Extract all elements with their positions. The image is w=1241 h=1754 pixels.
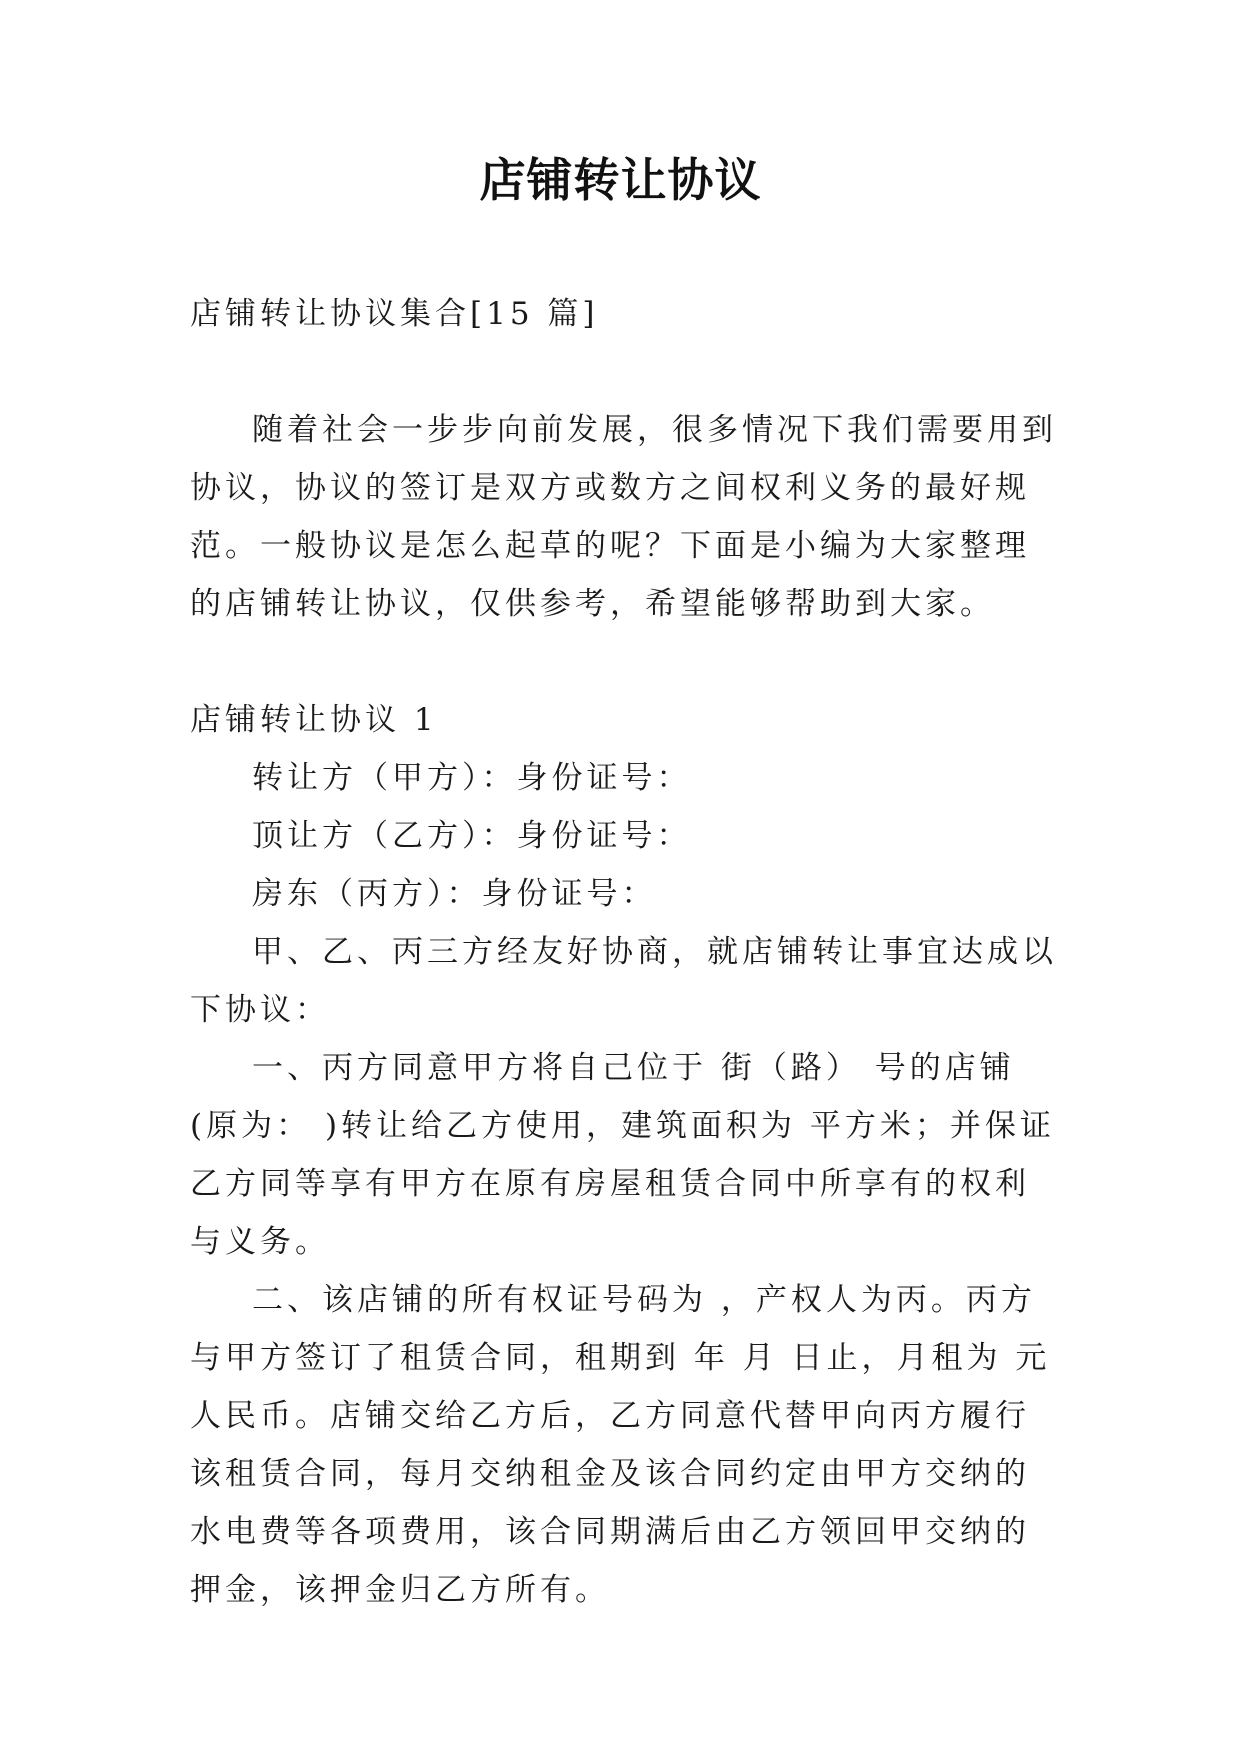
document-title: 店铺转让协议 bbox=[479, 153, 762, 207]
document-body bbox=[190, 285, 1060, 1619]
section-heading: 店铺转让协议 1 bbox=[190, 702, 438, 738]
party-c-line: 房东（丙方）：身份证号： bbox=[252, 876, 657, 912]
clause-1-paragraph: 一、丙方同意甲方将自己位于 街（路） 号的店铺(原为： )转让给乙方使用，建筑面积为 平方米；并保证乙方同等享有甲方在原有房屋租赁合同中所享有的权利与义务。 bbox=[190, 1050, 1055, 1260]
party-a-line: 转让方（甲方）：身份证号： bbox=[252, 760, 692, 796]
clause-2-paragraph: 二、该店铺的所有权证号码为 ，产权人为丙。丙方与甲方签订了租赁合同，租期到 年 月 日止，月租为 元人民币。店铺交给乙方后，乙方同意代替甲向丙方履行该租赁合同，每月交纳租金及该合同约定由甲方交纳的水电费等各项费用，该合同期满后由乙方领回甲交纳的押金，该押金归乙方所有。 bbox=[190, 1282, 1051, 1608]
preamble-paragraph: 甲、乙、丙三方经友好协商，就店铺转让事宜达成以下协议： bbox=[190, 934, 1057, 1028]
intro-paragraph: 随着社会一步步向前发展，很多情况下我们需要用到协议，协议的签订是双方或数方之间权利义务的最好规范。一般协议是怎么起草的呢？下面是小编为大家整理的店铺转让协议，仅供参考，希望能够帮助到大家。 bbox=[190, 412, 1057, 622]
party-b-line: 顶让方（乙方）：身份证号： bbox=[252, 818, 692, 854]
document-subtitle: 店铺转让协议集合[15 篇] bbox=[190, 296, 599, 332]
